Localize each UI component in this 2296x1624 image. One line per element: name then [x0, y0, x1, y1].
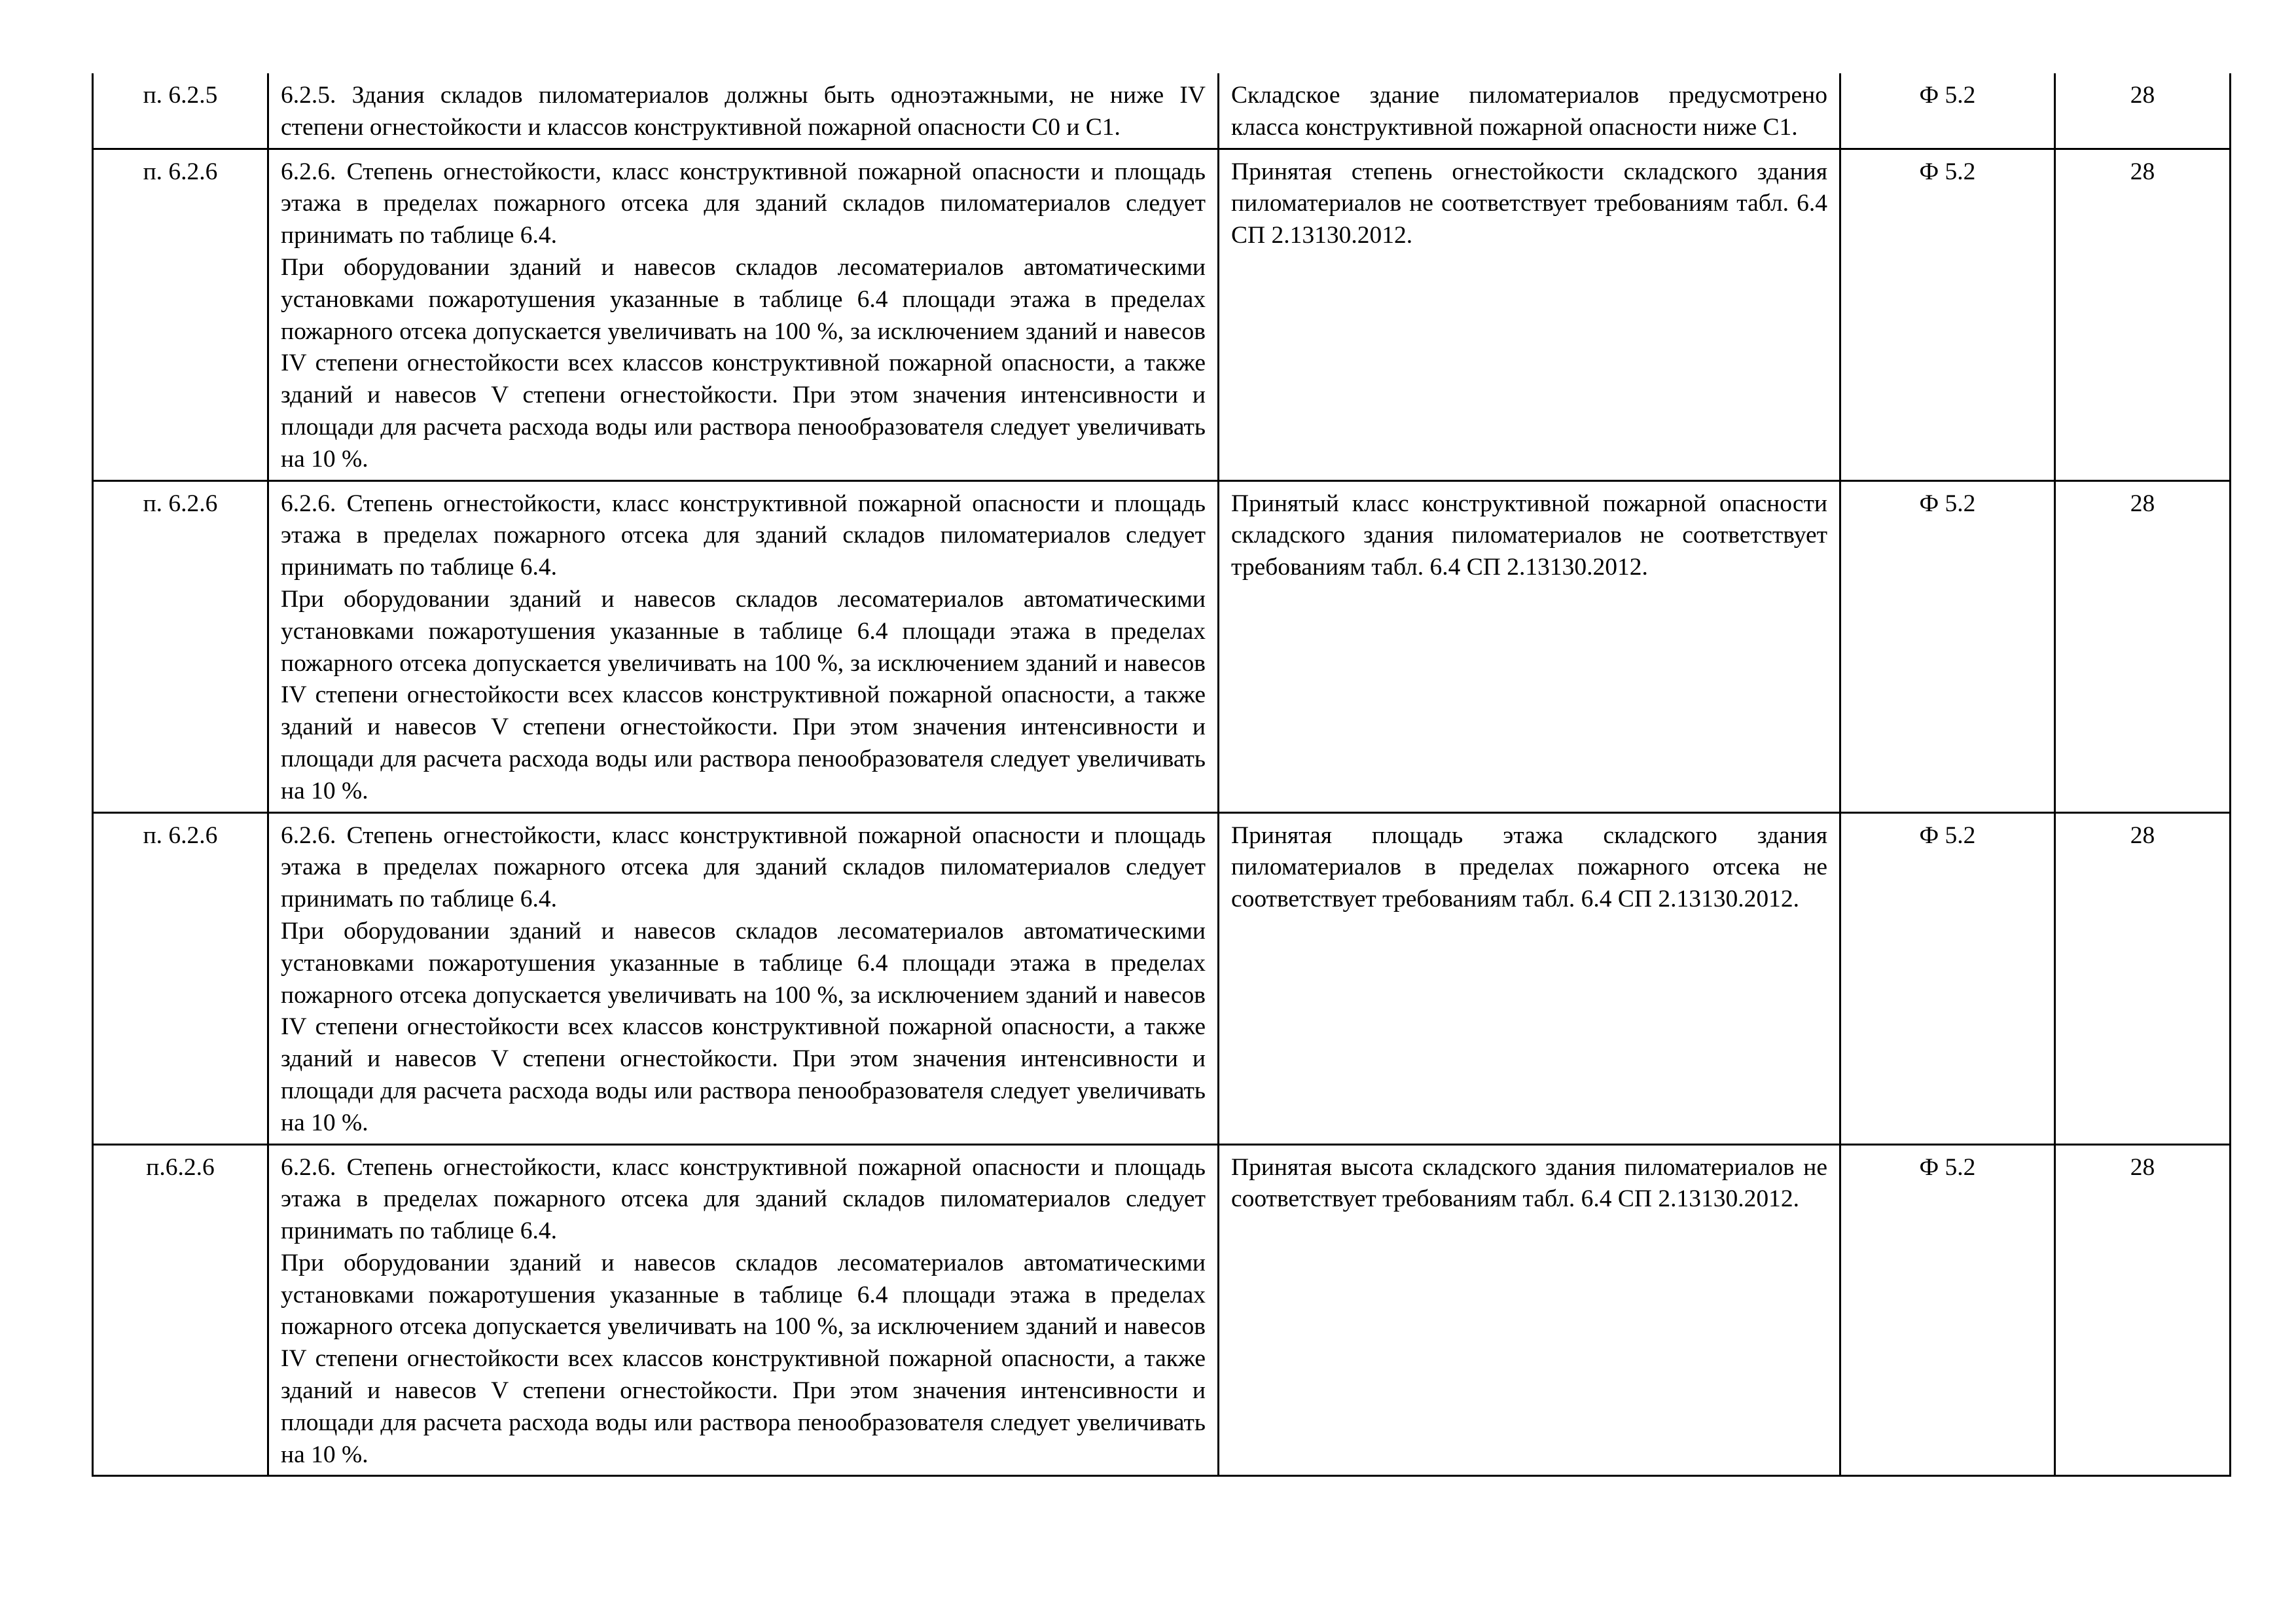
- law-cell: [1840, 812, 2055, 1144]
- requirement-text: 6.2.6. Степень огнестойкости, класс конструктивной пожарной опасности и площадь этажа в пределах пожарного отсека для зданий складов пиломатериалов следует принимать по таблице 6.4.: [281, 821, 1206, 913]
- table-row: [93, 812, 2231, 1144]
- requirements-table: [92, 73, 2231, 1477]
- page-number: 28: [2130, 1153, 2155, 1181]
- clause-number: п. 6.2.6: [143, 490, 218, 517]
- requirement-text: При оборудовании зданий и навесов складов лесоматериалов автоматическими установками пожаротушения указанные в таблице 6.4 площади этажа в пределах пожарного отсека допускается увеличивать на 100 %, за исключением зданий и навесов IV степени огнестойкости всех классов конструктивной пожарной опасности, а также зданий и навесов V степени огнестойкости. При этом значения интенсивности и площади для расчета расхода воды или раствора пенообразователя следует увеличивать на 10 %.: [281, 253, 1206, 473]
- page-cell: [2055, 73, 2231, 149]
- law-cell: [1840, 1144, 2055, 1476]
- clause-number: п.6.2.6: [146, 1153, 215, 1181]
- clause-cell: [93, 812, 268, 1144]
- table-row: [93, 480, 2231, 812]
- page-number: 28: [2130, 490, 2155, 517]
- requirement-text: При оборудовании зданий и навесов складов лесоматериалов автоматическими установками пожаротушения указанные в таблице 6.4 площади этажа в пределах пожарного отсека допускается увеличивать на 100 %, за исключением зданий и навесов IV степени огнестойкости всех классов конструктивной пожарной опасности, а также зданий и навесов V степени огнестойкости. При этом значения интенсивности и площади для расчета расхода воды или раствора пенообразователя следует увеличивать на 10 %.: [281, 585, 1206, 804]
- law-reference: Ф 5.2: [1919, 490, 1976, 517]
- requirement-cell: [268, 73, 1219, 149]
- requirement-text: 6.2.6. Степень огнестойкости, класс конструктивной пожарной опасности и площадь этажа в пределах пожарного отсека для зданий складов пиломатериалов следует принимать по таблице 6.4.: [281, 1153, 1206, 1245]
- clause-number: п. 6.2.6: [143, 158, 218, 185]
- table-row: [93, 1144, 2231, 1476]
- requirement-text: 6.2.5. Здания складов пиломатериалов должны быть одноэтажными, не ниже IV степени огнестойкости и классов конструктивной пожарной опасности С0 и С1.: [281, 82, 1206, 141]
- requirement-cell: [268, 812, 1219, 1144]
- clause-cell: [93, 149, 268, 480]
- violation-text: Складское здание пиломатериалов предусмотрено класса конструктивной пожарной опасности ниже С1.: [1231, 82, 1827, 141]
- table-row: [93, 149, 2231, 480]
- violation-cell: [1219, 1144, 1840, 1476]
- law-cell: [1840, 480, 2055, 812]
- clause-cell: [93, 1144, 268, 1476]
- table-body: [93, 73, 2231, 1476]
- table-row: [93, 73, 2231, 149]
- requirement-text: При оборудовании зданий и навесов складов лесоматериалов автоматическими установками пожаротушения указанные в таблице 6.4 площади этажа в пределах пожарного отсека допускается увеличивать на 100 %, за исключением зданий и навесов IV степени огнестойкости всех классов конструктивной пожарной опасности, а также зданий и навесов V степени огнестойкости. При этом значения интенсивности и площади для расчета расхода воды или раствора пенообразователя следует увеличивать на 10 %.: [281, 1249, 1206, 1468]
- violation-text: Принятая высота складского здания пиломатериалов не соответствует требованиям табл. 6.4 СП 2.13130.2012.: [1231, 1153, 1827, 1213]
- page-cell: [2055, 480, 2231, 812]
- requirement-cell: [268, 1144, 1219, 1476]
- page-number: 28: [2130, 158, 2155, 185]
- requirement-text: При оборудовании зданий и навесов складов лесоматериалов автоматическими установками пожаротушения указанные в таблице 6.4 площади этажа в пределах пожарного отсека допускается увеличивать на 100 %, за исключением зданий и навесов IV степени огнестойкости всех классов конструктивной пожарной опасности, а также зданий и навесов V степени огнестойкости. При этом значения интенсивности и площади для расчета расхода воды или раствора пенообразователя следует увеличивать на 10 %.: [281, 917, 1206, 1136]
- page-cell: [2055, 149, 2231, 480]
- clause-cell: [93, 480, 268, 812]
- law-cell: [1840, 73, 2055, 149]
- law-reference: Ф 5.2: [1919, 821, 1976, 849]
- page-cell: [2055, 812, 2231, 1144]
- violation-cell: [1219, 480, 1840, 812]
- page-number: 28: [2130, 821, 2155, 849]
- requirement-text: 6.2.6. Степень огнестойкости, класс конструктивной пожарной опасности и площадь этажа в пределах пожарного отсека для зданий складов пиломатериалов следует принимать по таблице 6.4.: [281, 490, 1206, 581]
- violation-cell: [1219, 149, 1840, 480]
- violation-text: Принятый класс конструктивной пожарной опасности складского здания пиломатериалов не соответствует требованиям табл. 6.4 СП 2.13130.2012.: [1231, 490, 1827, 581]
- violation-cell: [1219, 812, 1840, 1144]
- violation-text: Принятая площадь этажа складского здания пиломатериалов в пределах пожарного отсека не соответствует требованиям табл. 6.4 СП 2.13130.2012.: [1231, 821, 1827, 913]
- law-reference: Ф 5.2: [1919, 158, 1976, 185]
- page-cell: [2055, 1144, 2231, 1476]
- clause-cell: [93, 73, 268, 149]
- requirement-cell: [268, 480, 1219, 812]
- requirement-cell: [268, 149, 1219, 480]
- clause-number: п. 6.2.5: [143, 82, 218, 109]
- page-number: 28: [2130, 82, 2155, 109]
- law-reference: Ф 5.2: [1919, 82, 1976, 109]
- violation-text: Принятая степень огнестойкости складского здания пиломатериалов не соответствует требованиям табл. 6.4 СП 2.13130.2012.: [1231, 158, 1827, 249]
- law-reference: Ф 5.2: [1919, 1153, 1976, 1181]
- law-cell: [1840, 149, 2055, 480]
- requirement-text: 6.2.6. Степень огнестойкости, класс конструктивной пожарной опасности и площадь этажа в пределах пожарного отсека для зданий складов пиломатериалов следует принимать по таблице 6.4.: [281, 158, 1206, 249]
- violation-cell: [1219, 73, 1840, 149]
- clause-number: п. 6.2.6: [143, 821, 218, 849]
